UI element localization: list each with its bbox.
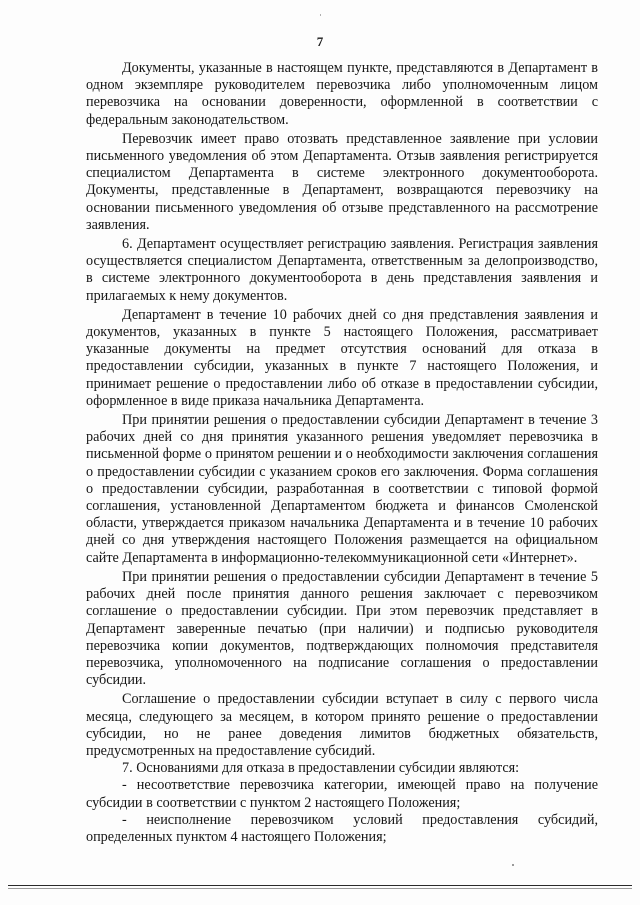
paragraph-withdrawal-right: Перевозчик имеет право отозвать представленное заявление при условии письменного уведомления об этом Департамента. Отзыв заявления регистрируется специалистом Департамента в системе электронного документооборота. Документы, представленные в Департамент, возвращаются перевозчику на основании письменного уведомления об отзыве представленного на рассмотрение заявления. xyxy=(86,130,598,233)
page-number: 7 xyxy=(316,34,324,49)
paragraph-review-period: Департамент в течение 10 рабочих дней со дня представления заявления и документов, указанных в пункте 5 настоящего Положения, рассматривает указанные документы на предмет отсутствия оснований для отказа в предоставлении субсидии, указанных в пункте 7 настоящего Положения, и принимает решение о предоставлении либо об отказе в предоставлении субсидии, оформленное в виде приказа начальника Департамента. xyxy=(86,306,598,409)
document-body xyxy=(86,60,598,846)
paragraph-agreement-conclusion: При принятии решения о предоставлении субсидии Департамент в течение 5 рабочих дней после принятия данного решения заключает с перевозчиком соглашение о предоставлении субсидии. При этом перевозчик представляет в Департамент заверенные печатью (при наличии) и подписью руководителя перевозчика копии документов, подтверждающих полномочия представителя перевозчика, уполномоченного на подписание соглашения о предоставлении субсидии. xyxy=(86,568,598,689)
paragraph-item-6-registration: 6. Департамент осуществляет регистрацию заявления. Регистрация заявления осуществляется специалистом Департамента, ответственным за делопроизводство, в системе электронного документооборота в день представления заявления и прилагаемых к нему документов. xyxy=(86,236,598,304)
scan-speck xyxy=(512,864,514,866)
bottom-border-shadow xyxy=(8,888,632,889)
list-item-conditions-nonfulfillment: - неисполнение перевозчиком условий предоставления субсидий, определенных пунктом 4 настоящего Положения; xyxy=(86,811,598,845)
scan-speck xyxy=(320,14,321,16)
list-item-category-mismatch: - несоответствие перевозчика категории, имеющей право на получение субсидии в соответствии с пунктом 2 настоящего Положения; xyxy=(86,777,598,811)
bottom-border-line xyxy=(8,885,632,886)
paragraph-documents-submission: Документы, указанные в настоящем пункте, представляются в Департамент в одном экземпляре руководителем перевозчика либо уполномоченным лицом перевозчика на основании доверенности, оформленной в соответствии с федеральным законодательством. xyxy=(86,60,598,128)
paragraph-agreement-effective: Соглашение о предоставлении субсидии вступает в силу с первого числа месяца, следующего за месяцем, в котором принято решение о предоставлении субсидии, но не ранее доведения лимитов бюджетных обязательств, предусмотренных на предоставление субсидий. xyxy=(86,691,598,759)
paragraph-item-7-refusal-grounds: 7. Основаниями для отказа в предоставлении субсидии являются: xyxy=(122,760,520,777)
paragraph-notification: При принятии решения о предоставлении субсидии Департамент в течение 3 рабочих дней со дня принятия указанного решения уведомляет перевозчика в письменной форме о принятом решении и о необходимости заключения соглашения о предоставлении субсидии с указанием сроков его заключения. Форма соглашения о предоставлении субсидии, разработанная в соответствии с типовой формой соглашения, установленной Департаментом бюджета и финансов Смоленской области, утверждается приказом начальника Департамента и в течение 10 рабочих дней со дня утверждения настоящего Положения размещается на официальном сайте Департамента в информационно-телекоммуникационной сети «Интернет». xyxy=(86,412,598,566)
